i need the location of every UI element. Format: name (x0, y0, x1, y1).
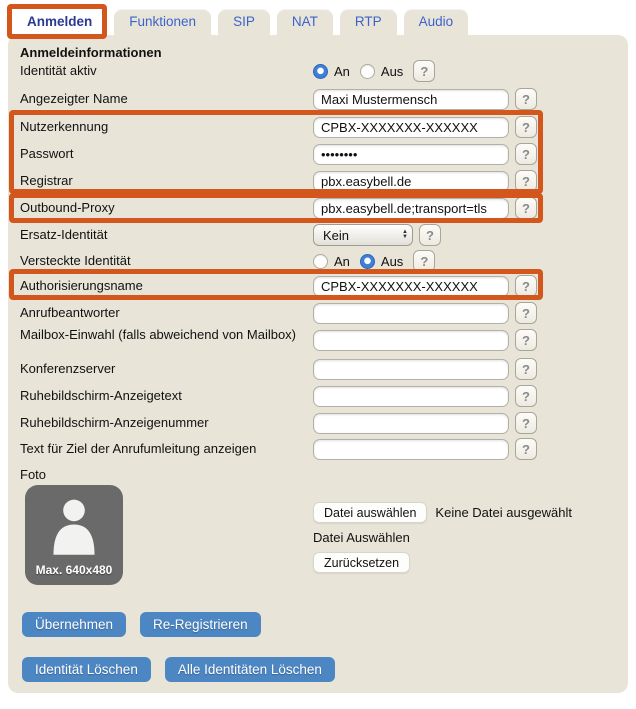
field-label: Identität aktiv (20, 63, 97, 78)
help-button[interactable]: ? (515, 116, 537, 138)
idle-screen-number-input[interactable] (313, 413, 509, 434)
answering-machine-input[interactable] (313, 303, 509, 324)
radio-label-an: An (334, 253, 350, 269)
field-label: Anrufbeantworter (20, 305, 120, 320)
help-button[interactable]: ? (515, 170, 537, 192)
idle-screen-text-input[interactable] (313, 386, 509, 407)
password-input[interactable] (313, 144, 509, 165)
tab-sip[interactable]: SIP (218, 9, 270, 36)
tab-bar (12, 9, 468, 36)
help-button[interactable]: ? (515, 275, 537, 297)
mailbox-dialin-input[interactable] (313, 330, 509, 351)
row-outbound-proxy (8, 197, 628, 221)
row-username (8, 116, 628, 140)
field-label: Ersatz-Identität (20, 227, 108, 242)
row-hidden-identity (8, 250, 628, 274)
auth-name-input[interactable] (313, 276, 509, 297)
field-label: Registrar (20, 173, 73, 188)
help-button[interactable]: ? (515, 385, 537, 407)
radio-an-selected[interactable] (313, 64, 328, 79)
row-auth-name (8, 275, 628, 299)
row-fallback-identity (8, 224, 628, 248)
row-idle-screen-number (8, 412, 628, 436)
help-button[interactable]: ? (413, 250, 435, 272)
tab-anmelden[interactable]: Anmelden (12, 9, 107, 36)
select-stepper-icon: ▲ ▼ (402, 229, 408, 240)
tab-audio[interactable]: Audio (404, 9, 469, 36)
field-label: Passwort (20, 146, 74, 161)
radio-an[interactable] (313, 254, 328, 269)
registrar-input[interactable] (313, 171, 509, 192)
row-reset-photo (8, 552, 628, 576)
row-registrar (8, 170, 628, 194)
row-password (8, 143, 628, 167)
no-file-selected-text: Keine Datei ausgewählt (435, 505, 573, 520)
tab-funktionen[interactable]: Funktionen (114, 9, 211, 36)
field-label: Foto (20, 467, 47, 482)
field-label: Outbound-Proxy (20, 200, 115, 215)
help-button[interactable]: ? (419, 224, 441, 246)
choose-file-button[interactable]: Datei auswählen (313, 502, 427, 523)
help-button[interactable]: ? (515, 358, 537, 380)
login-settings-panel (8, 35, 628, 693)
tab-nat[interactable]: NAT (277, 9, 333, 36)
field-label: Angezeigter Name (20, 91, 128, 106)
tab-rtp[interactable]: RTP (340, 9, 397, 36)
field-label: Versteckte Identität (20, 253, 131, 268)
help-button[interactable]: ? (515, 302, 537, 324)
fallback-identity-select[interactable] (313, 224, 413, 246)
radio-label-aus: Aus (380, 63, 404, 79)
help-button[interactable]: ? (515, 88, 537, 110)
row-display-name (8, 88, 628, 112)
row-upload-label (8, 530, 628, 554)
row-forward-target-text (8, 438, 628, 462)
row-file-picker (8, 502, 628, 526)
display-name-input[interactable] (313, 89, 509, 110)
conference-server-input[interactable] (313, 359, 509, 380)
radio-aus-selected[interactable] (360, 254, 375, 269)
help-button[interactable]: ? (515, 438, 537, 460)
reregister-button[interactable]: Re-Registrieren (140, 612, 261, 637)
outbound-proxy-input[interactable] (313, 198, 509, 219)
section-title: Anmeldeinformationen (20, 45, 162, 60)
field-label: Konferenzserver (20, 361, 116, 376)
field-label: Authorisierungsname (20, 278, 143, 293)
row-answering-machine (8, 302, 628, 326)
delete-identity-button[interactable]: Identität Löschen (22, 657, 151, 682)
action-buttons-row-2 (22, 657, 335, 682)
row-identity-active (8, 60, 628, 84)
forward-target-text-input[interactable] (313, 439, 509, 460)
help-button[interactable]: ? (413, 60, 435, 82)
radio-aus[interactable] (360, 64, 375, 79)
field-label: Ruhebildschirm-Anzeigetext (20, 388, 182, 403)
help-button[interactable]: ? (515, 143, 537, 165)
photo-max-size-label: Max. 640x480 (35, 563, 113, 577)
reset-photo-button[interactable]: Zurücksetzen (313, 552, 410, 573)
delete-all-identities-button[interactable]: Alle Identitäten Löschen (165, 657, 335, 682)
help-button[interactable]: ? (515, 197, 537, 219)
apply-button[interactable]: Übernehmen (22, 612, 126, 637)
action-buttons-row-1 (22, 612, 261, 637)
row-conference-server (8, 358, 628, 382)
radio-label-aus: Aus (380, 253, 404, 269)
field-label: Ruhebildschirm-Anzeigenummer (20, 415, 209, 430)
field-label: Mailbox-Einwahl (falls abweichend von Mailbox) (20, 327, 297, 342)
row-idle-screen-text (8, 385, 628, 409)
upload-file-label: Datei Auswählen (313, 530, 410, 545)
help-button[interactable]: ? (515, 412, 537, 434)
select-value: Kein (323, 227, 350, 243)
help-button[interactable]: ? (515, 329, 537, 351)
field-label: Text für Ziel der Anrufumleitung anzeigen (20, 441, 257, 456)
radio-label-an: An (334, 63, 350, 79)
row-mailbox-dialin (8, 324, 628, 360)
field-label: Nutzerkennung (20, 119, 109, 134)
username-input[interactable] (313, 117, 509, 138)
